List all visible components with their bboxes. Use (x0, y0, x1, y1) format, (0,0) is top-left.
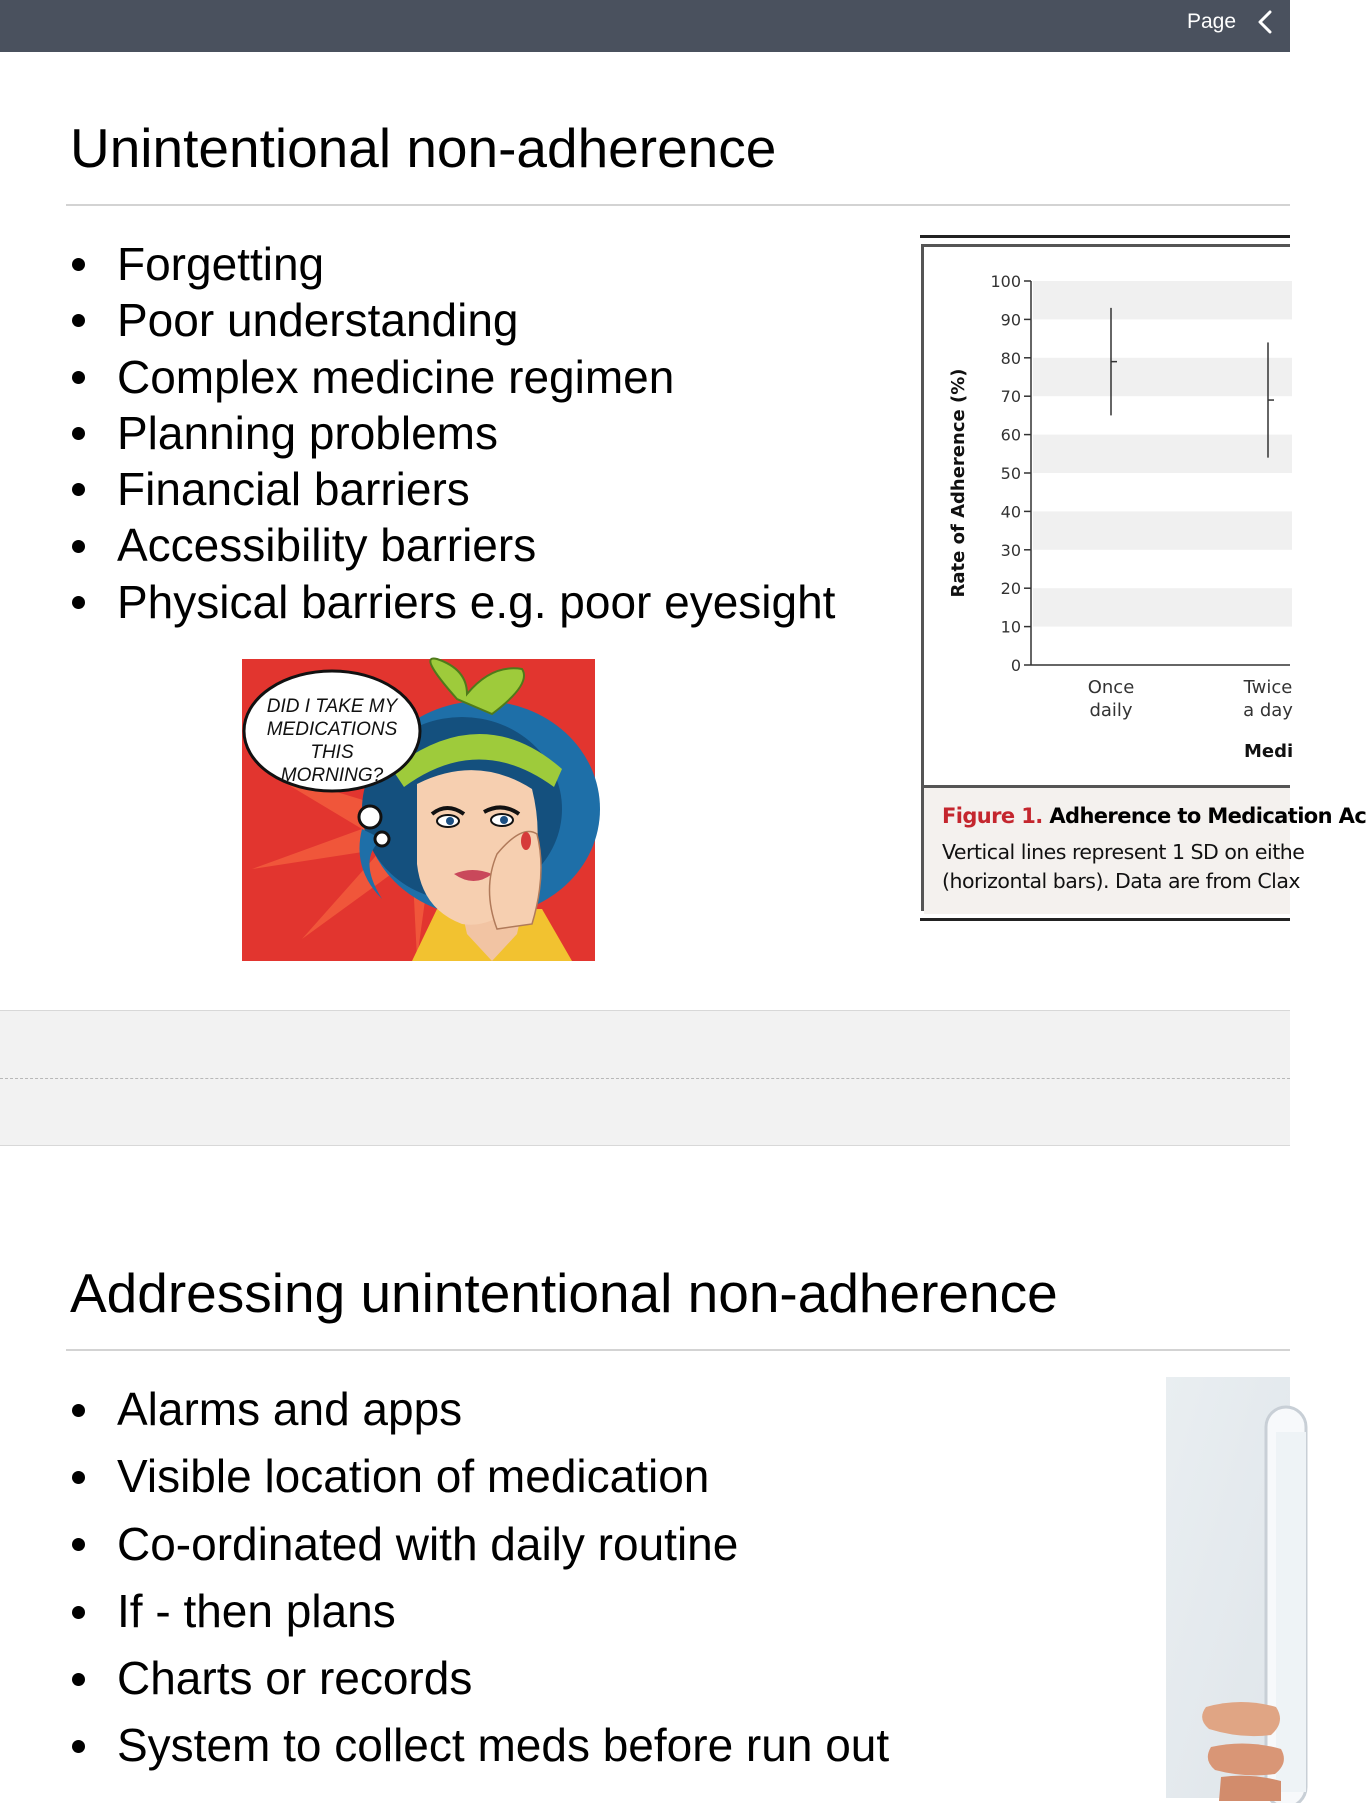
page-label[interactable]: Page (1186, 10, 1236, 33)
bullet-dot (72, 1404, 85, 1417)
figure-top-rule (920, 235, 1290, 238)
bullet-text: Charts or records (117, 1652, 473, 1705)
y-tick-label: 100 (990, 272, 1021, 291)
divider-dotted-line (0, 1078, 1290, 1079)
bullet-dot (72, 427, 85, 440)
bullet-text: Complex medicine regimen (117, 350, 675, 403)
x-category-label: Once (1087, 677, 1135, 698)
bullet-text: Poor understanding (117, 294, 519, 347)
caption-line-2: (horizontal bars). Data are from Clax (942, 869, 1301, 893)
bullet-dot (72, 540, 85, 553)
grid-band (1033, 281, 1292, 319)
bullet-dot (72, 1538, 85, 1551)
bullet-dot (72, 596, 85, 609)
grid-band (1033, 435, 1292, 473)
figure-caption-body (942, 838, 1304, 896)
bullet-dot (72, 1673, 85, 1686)
y-tick-label: 10 (1000, 617, 1021, 637)
slide-2-title-rule (66, 1349, 1290, 1351)
bullet-text: If - then plans (117, 1584, 396, 1637)
slide-1-bullet-list (64, 236, 835, 630)
bullet-dot (72, 258, 85, 271)
grid-band (1033, 511, 1292, 549)
bullet-item (64, 1511, 889, 1578)
bullet-text: Physical barriers e.g. poor eyesight (117, 575, 836, 628)
phone-in-hand-image (1166, 1377, 1290, 1798)
figure-title: Adherence to Medication Ac (1049, 804, 1366, 828)
y-tick-label: 80 (1000, 348, 1021, 368)
caption-line-1: Vertical lines represent 1 SD on eithe (942, 840, 1305, 864)
bullet-item (64, 1645, 889, 1712)
x-category-label: a day (1243, 700, 1293, 721)
x-category-label: daily (1089, 700, 1133, 721)
y-tick-label: 60 (1000, 425, 1021, 445)
top-toolbar (0, 0, 1290, 52)
grid-band (1033, 588, 1292, 626)
bullet-item (64, 405, 835, 461)
bullet-item (64, 292, 835, 348)
y-tick-label: 30 (1000, 540, 1021, 560)
figure-frame (921, 244, 1366, 911)
bullet-text: Alarms and apps (117, 1383, 463, 1435)
pop-art-woman-image (242, 659, 595, 961)
slide-divider (0, 1010, 1290, 1146)
bullet-item (64, 1712, 889, 1779)
figure-bottom-rule (920, 918, 1290, 921)
bullet-item (64, 1376, 889, 1443)
bullet-dot (72, 483, 85, 496)
adherence-chart (924, 247, 1294, 785)
slide-2-title: Addressing unintentional non-adherence (70, 1262, 1058, 1324)
bullet-dot (72, 371, 85, 384)
slide-1-title-rule (66, 204, 1290, 206)
y-tick-label: 0 (1010, 656, 1021, 675)
bullet-dot (72, 1606, 85, 1619)
bullet-text: Co-ordinated with daily routine (117, 1517, 739, 1570)
bullet-item (64, 1443, 889, 1510)
x-axis-title: Medi (1244, 741, 1294, 762)
x-category-label: Twice (1243, 677, 1293, 698)
bullet-text: Planning problems (117, 406, 499, 459)
y-tick-label: 70 (1000, 387, 1021, 407)
speech-bubble-text: DID I TAKE MY MEDICATIONS THIS MORNING? (266, 696, 398, 786)
bullet-item (64, 236, 835, 292)
chevron-left-icon[interactable] (1254, 8, 1276, 36)
bullet-dot (72, 314, 85, 327)
y-tick-label: 50 (1000, 464, 1021, 483)
y-tick-label: 90 (1000, 310, 1021, 330)
bullet-item (64, 1578, 889, 1645)
slide-2-bullet-list (64, 1376, 889, 1780)
bullet-dot (72, 1471, 85, 1484)
bullet-text: System to collect meds before run out (117, 1719, 890, 1772)
figure-caption (924, 785, 1366, 914)
bullet-text: Accessibility barriers (117, 519, 537, 572)
y-axis-title: Rate of Adherence (%) (948, 368, 969, 598)
figure-caption-title (942, 804, 1366, 828)
grid-band (1033, 358, 1292, 396)
slide-1-title: Unintentional non-adherence (70, 117, 777, 179)
bullet-text: Visible location of medication (117, 1450, 710, 1503)
bullet-item (64, 349, 835, 405)
bullet-text: Forgetting (117, 238, 325, 290)
bullet-item (64, 461, 835, 517)
adherence-figure (920, 235, 1366, 921)
bullet-item (64, 517, 835, 573)
y-tick-label: 40 (1000, 502, 1021, 522)
y-tick-label: 20 (1000, 579, 1021, 599)
figure-label: Figure 1. (942, 804, 1043, 828)
bullet-text: Financial barriers (117, 463, 470, 516)
bullet-item (64, 574, 835, 630)
bullet-dot (72, 1740, 85, 1753)
